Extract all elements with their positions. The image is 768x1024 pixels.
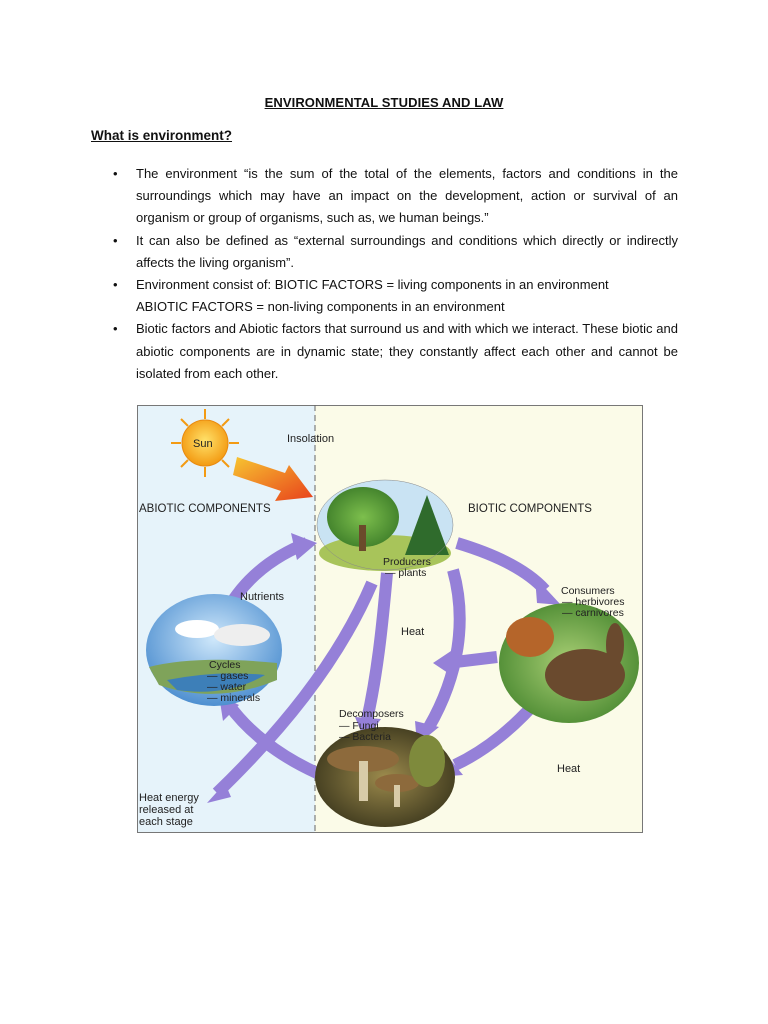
producers-label: Producers	[383, 556, 431, 568]
bullet-icon: •	[113, 232, 118, 248]
bullet-text: The environment “is the sum of the total of the elements, factors and conditions in the surroundings which may have an impact on the development, action or survival of an organism or group of organisms, such as, we human beings.”	[136, 166, 678, 226]
decomposers-sublabel-fungi: — Fungi	[339, 720, 379, 732]
ecosystem-diagram	[137, 405, 643, 833]
decomposers-sublabel-bacteria: — Bacteria	[339, 731, 391, 743]
section-heading: What is environment?	[91, 128, 233, 143]
cycles-label: Cycles	[209, 659, 241, 671]
heat-energy-label-line1: Heat energy	[139, 792, 199, 804]
cycles-sublabel-gases: — gases	[207, 670, 249, 682]
heat-label-center: Heat	[401, 626, 425, 638]
nutrients-label: Nutrients	[240, 591, 285, 603]
insolation-label: Insolation	[287, 433, 335, 445]
list-item	[113, 274, 678, 318]
bullet-text: Environment consist of: BIOTIC FACTORS = living components in an environment ABIOTIC FACTORS = non-living components in an environment	[136, 277, 609, 315]
consumers-image	[499, 603, 639, 723]
consumers-sublabel-herbivores: — herbivores	[562, 596, 625, 608]
decomposers-label: Decomposers	[339, 708, 404, 720]
bullet-text: It can also be defined as “external surroundings and conditions which directly or indirectly affects the living organism”.	[136, 232, 678, 270]
cycles-sublabel-minerals: — minerals	[207, 692, 261, 704]
list-item	[113, 230, 678, 274]
consumers-label: Consumers	[561, 585, 615, 597]
abiotic-heading: ABIOTIC COMPONENTS	[139, 503, 271, 515]
bullet-list	[113, 163, 678, 385]
cycles-sublabel-water: — water	[207, 681, 247, 693]
bullet-text: Biotic factors and Abiotic factors that surround us and with which we interact. These biotic and abiotic components are in dynamic state; they constantly affect each other and cannot be isolated from each other.	[136, 321, 678, 381]
heat-label-right: Heat	[557, 763, 581, 775]
heat-energy-label-line3: each stage	[139, 816, 193, 828]
list-item	[113, 163, 678, 230]
list-item	[113, 318, 678, 385]
bullet-icon: •	[113, 277, 118, 293]
biotic-heading: BIOTIC COMPONENTS	[468, 503, 592, 515]
consumers-sublabel-carnivores: — carnivores	[562, 607, 624, 619]
producers-sublabel: — plants	[385, 567, 427, 579]
sun-label: Sun	[193, 438, 213, 450]
document-title: ENVIRONMENTAL STUDIES AND LAW	[264, 95, 504, 110]
bullet-icon: •	[113, 166, 118, 181]
heat-energy-label-line2: released at	[139, 804, 194, 816]
bullet-icon: •	[113, 321, 118, 337]
